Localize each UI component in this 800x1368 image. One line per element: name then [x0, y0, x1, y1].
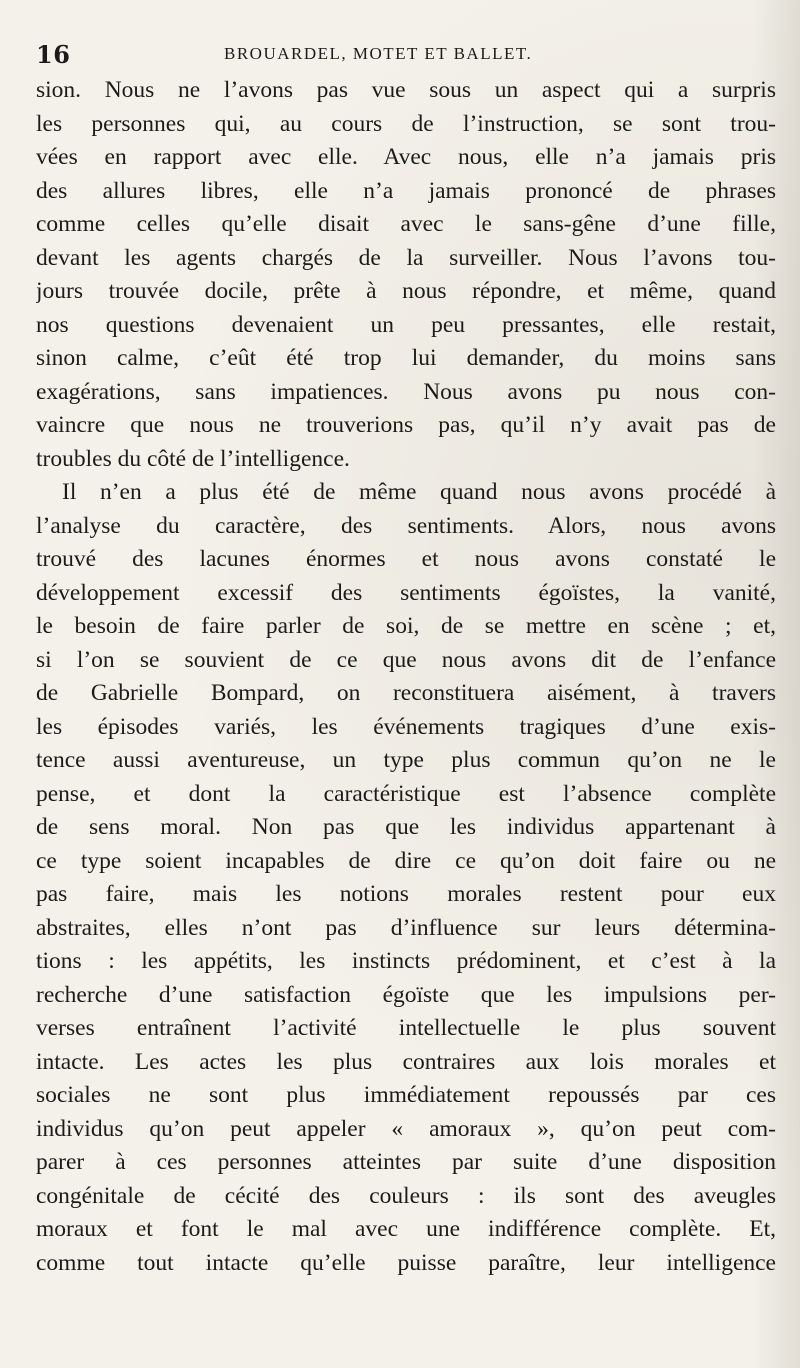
text-line: vées en rapport avec elle. Avec nous, elle n’a jamais pris [36, 144, 776, 170]
text-line: des allures libres, elle n’a jamais prononcé de phrases [36, 177, 776, 204]
text-line: les épisodes variés, les événements tragiques d’une exis- [36, 713, 776, 740]
text-line: tions : les appétits, les instincts prédominent, et c’est à la [36, 948, 776, 974]
text-line: développement excessif des sentiments égoïstes, la vanité, [36, 579, 776, 606]
text-line: les personnes qui, au cours de l’instruction, se sont trou- [36, 110, 776, 137]
text-line: intacte. Les actes les plus contraires aux lois morales et [36, 1048, 776, 1075]
text-line: devant les agents chargés de la surveiller. Nous l’avons tou- [36, 244, 776, 271]
text-line: ce type soient incapables de dire ce qu’on doit faire ou ne [36, 847, 776, 874]
text-line: si l’on se souvient de ce que nous avons dit de l’enfance [36, 646, 776, 673]
body-text [36, 74, 776, 1280]
text-line: comme tout intacte qu’elle puisse paraître, leur intelligence [36, 1249, 776, 1276]
text-line: pense, et dont la caractéristique est l’absence complète [36, 780, 776, 807]
text-line: trouvé des lacunes énormes et nous avons constaté le [36, 546, 776, 572]
text-line: comme celles qu’elle disait avec le sans-gêne d’une fille, [36, 211, 776, 237]
text-line: nos questions devenaient un peu pressantes, elle restait, [36, 311, 776, 338]
text-line: le besoin de faire parler de soi, de se mettre en scène ; et, [36, 613, 776, 639]
text-line: moraux et font le mal avec une indifférence complète. Et, [36, 1216, 776, 1242]
text-line: sion. Nous ne l’avons pas vue sous un aspect qui a surpris [36, 77, 776, 103]
text-line: pas faire, mais les notions morales restent pour eux [36, 881, 776, 907]
running-title: BROUARDEL, MOTET ET BALLET. [224, 44, 533, 63]
paragraph-start-line: Il n’en a plus été de même quand nous avons procédé à [62, 479, 776, 505]
text-line: de Gabrielle Bompard, on reconstituera aisément, à travers [36, 680, 776, 706]
running-head [36, 40, 776, 70]
text-line: tence aussi aventureuse, un type plus commun qu’on ne le [36, 747, 776, 773]
text-line: congénitale de cécité des couleurs : ils sont des aveugles [36, 1182, 776, 1209]
text-line: abstraites, elles n’ont pas d’influence sur leurs détermina- [36, 914, 776, 941]
paragraph-end-line: troubles du côté de l’intelligence. [36, 445, 350, 472]
text-line: exagérations, sans impatiences. Nous avons pu nous con- [36, 378, 776, 405]
text-line: de sens moral. Non pas que les individus appartenant à [36, 814, 776, 840]
text-line: individus qu’on peut appeler « amoraux », qu’on peut com- [36, 1115, 776, 1142]
text-line: parer à ces personnes atteintes par suite d’une disposition [36, 1149, 776, 1175]
text-line: vaincre que nous ne trouverions pas, qu’il n’y avait pas de [36, 412, 776, 438]
text-line: sociales ne sont plus immédiatement repoussés par ces [36, 1082, 776, 1108]
text-line: recherche d’une satisfaction égoïste que les impulsions per- [36, 981, 776, 1008]
text-line: verses entraînent l’activité intellectuelle le plus souvent [36, 1015, 776, 1041]
text-line: jours trouvée docile, prête à nous répondre, et même, quand [36, 278, 776, 304]
text-line: sinon calme, c’eût été trop lui demander, du moins sans [36, 345, 776, 371]
text-line: l’analyse du caractère, des sentiments. Alors, nous avons [36, 512, 776, 539]
page-number: 16 [36, 40, 71, 69]
